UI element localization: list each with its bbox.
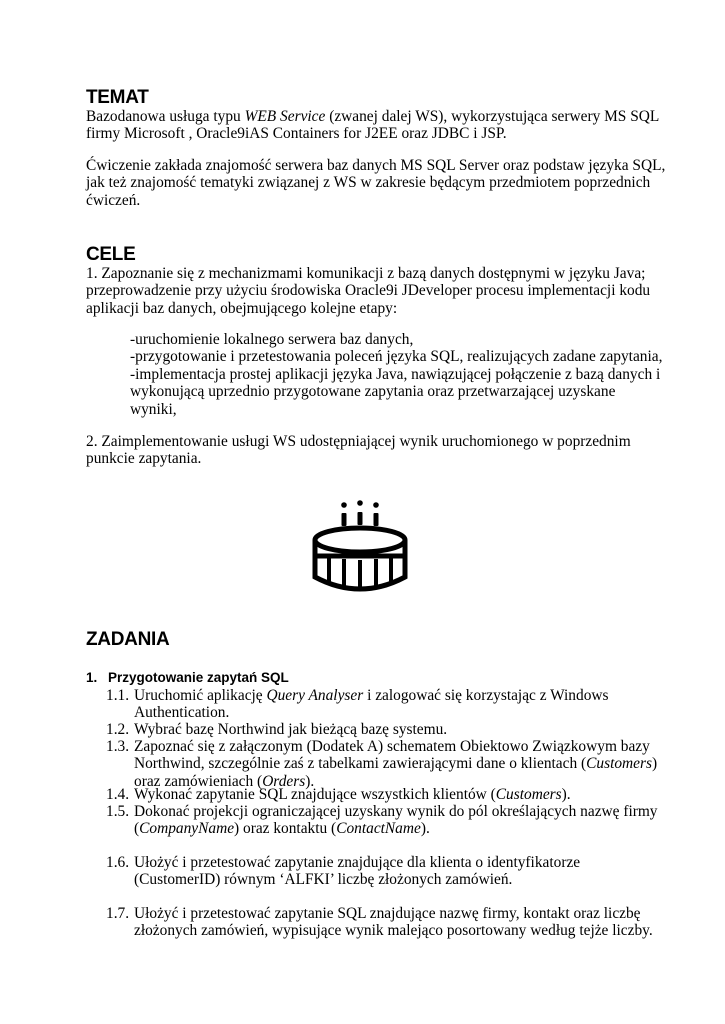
text: Uruchomić aplikację <box>134 687 267 704</box>
task-item-1-6 <box>106 854 646 889</box>
text: aplikacji baz danych, obejmującego kolejne etapy: <box>86 299 398 317</box>
text: oraz zamówieniach ( <box>134 772 263 790</box>
temat-paragraph-2 <box>86 157 666 209</box>
text: (zwanej dalej WS), wykorzystująca serwery MS SQL <box>325 108 660 125</box>
text: złożonych zamówień, wypisujące wynik malejąco posortowany według tejże liczby. <box>134 922 653 940</box>
task-number: 1.7. <box>106 905 130 922</box>
text: ). <box>561 786 571 803</box>
list-item: wykonującą uprzednio przygotowane zapytania oraz przetwarzającej uzyskane <box>130 383 616 401</box>
temat-paragraph-1 <box>86 108 660 143</box>
text: ). <box>305 772 315 790</box>
cele-paragraph-2 <box>86 433 646 468</box>
text: 1. Zapoznanie się z mechanizmami komunikacji z bazą danych dostępnymi w języku Java; <box>86 265 646 282</box>
section-heading-zadania: ZADANIA <box>86 629 170 650</box>
text: Bazodanowa usługa typu <box>86 108 245 125</box>
text: i zalogować się korzystając z Windows <box>363 687 609 704</box>
text-italic: Query Analyser <box>266 687 364 704</box>
text: ( <box>134 820 140 838</box>
text: Ułożyć i przetestować zapytanie SQL znajdujące nazwę firmy, kontakt oraz liczbę <box>134 905 641 922</box>
text-italic: Customers <box>586 755 652 773</box>
text: Zapoznać się z załączonym (Dodatek A) schematem Obiektowo Związkowym bazy <box>134 738 650 755</box>
section-number: 1. <box>86 670 98 685</box>
task-number: 1.4. <box>106 786 130 803</box>
task-number: 1.1. <box>106 687 130 704</box>
cele-paragraph-1 <box>86 265 651 317</box>
task-item-1-3 <box>106 738 658 790</box>
text-italic: ContactName <box>336 820 421 838</box>
text: przeprowadzenie przy użyciu środowiska Oracle9i JDeveloper procesu implementacji kodu <box>86 282 651 300</box>
text: ). <box>420 820 430 838</box>
text-italic: Orders <box>262 772 306 790</box>
text: Dokonać projekcji ograniczającej uzyskany wynik do pól określających nazwę firmy <box>134 803 658 820</box>
text: Northwind, szczególnie zaś z tabelkami zawierającymi dane o klientach ( <box>134 755 587 773</box>
text: 2. Zaimplementowanie usługi WS udostępniającej wynik uruchomionego w poprzednim <box>86 433 631 450</box>
text: jak też znajomość tematyki związanej z WS w zakresie będącym przedmiotem poprzednich <box>86 174 651 192</box>
database-cake-icon <box>305 495 415 605</box>
text: Wybrać bazę Northwind jak bieżącą bazę systemu. <box>134 721 448 738</box>
text-italic: Customers <box>495 786 562 803</box>
list-item: -implementacja prostej aplikacji języka Java, nawiązującej połączenie z bazą danych i <box>130 365 661 383</box>
task-item-1-4 <box>106 786 646 803</box>
text: ćwiczeń. <box>86 191 141 209</box>
text: Authentication. <box>134 704 230 722</box>
text: firmy Microsoft , Oracle9iAS Containers for J2EE oraz JDBC i JSP. <box>86 125 507 143</box>
text: punkcie zapytania. <box>86 450 202 468</box>
list-item: -uruchomienie lokalnego serwera baz danych, <box>130 331 414 348</box>
list-item: -przygotowanie i przetestowania poleceń języka SQL, realizujących zadane zapytania, <box>130 348 663 366</box>
cele-steps-list <box>130 331 663 418</box>
task-number: 1.6. <box>106 854 130 871</box>
task-number: 1.5. <box>106 803 130 820</box>
task-number: 1.2. <box>106 721 130 738</box>
section-heading-cele: CELE <box>86 244 136 265</box>
text: Ułożyć i przetestować zapytanie znajdujące dla klienta o identyfikatorze <box>134 854 581 871</box>
text: ) oraz kontaktu ( <box>234 820 337 838</box>
text: Wykonać zapytanie SQL znajdujące wszystkich klientów ( <box>134 786 496 803</box>
text: (CustomerID) równym ‘ALFKI’ liczbę złożonych zamówień. <box>134 871 513 889</box>
task-item-1-5 <box>106 803 658 838</box>
task-item-1-1 <box>106 687 646 722</box>
list-item: wyniki, <box>130 400 177 418</box>
text: ) <box>651 755 658 773</box>
text-italic: WEB Service <box>244 108 326 125</box>
text-italic: CompanyName <box>139 820 235 838</box>
section-heading-temat: TEMAT <box>86 87 149 108</box>
task-section-title <box>86 669 289 686</box>
task-number: 1.3. <box>106 738 130 755</box>
section-title: Przygotowanie zapytań SQL <box>108 670 289 685</box>
task-item-1-7 <box>106 905 653 940</box>
text: Ćwiczenie zakłada znajomość serwera baz danych MS SQL Server oraz podstaw języka SQL, <box>86 157 666 174</box>
task-item-1-2 <box>106 721 646 738</box>
